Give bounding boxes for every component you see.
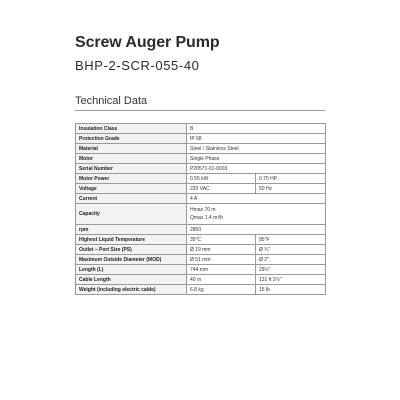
table-row: [76, 174, 326, 184]
row-value-metric: Ø 19 mm: [187, 245, 256, 255]
row-value-imperial: 29½": [256, 265, 326, 275]
row-label: Motor: [76, 154, 187, 164]
row-value-metric: 0.55 kW: [187, 174, 256, 184]
table-row: [76, 134, 326, 144]
table-row: [76, 285, 326, 295]
technical-data-table: [75, 123, 326, 295]
row-value-imperial: 95°F: [256, 235, 326, 245]
model-number: BHP-2-SCR-055-40: [75, 58, 200, 73]
row-value: [187, 204, 326, 225]
row-value-imperial: 0.75 HP: [256, 174, 326, 184]
table-row: [76, 245, 326, 255]
row-label: Serial Number: [76, 164, 187, 174]
row-value-imperial: 131 ft 2½": [256, 275, 326, 285]
row-value: IP 68: [187, 134, 326, 144]
row-value: 2850: [187, 225, 326, 235]
table-row: [76, 194, 326, 204]
row-label: Protection Grade: [76, 134, 187, 144]
row-value-imperial: 15 lb: [256, 285, 326, 295]
row-label: Current: [76, 194, 187, 204]
row-label: Highest Liquid Temperature: [76, 235, 187, 245]
table-row: [76, 154, 326, 164]
section-divider: [75, 110, 325, 111]
row-label: Motor Power: [76, 174, 187, 184]
capacity-head: Hmax 70 m: [190, 207, 216, 213]
row-label: Weight (including electric cable): [76, 285, 187, 295]
row-value-metric: 6.8 kg: [187, 285, 256, 295]
table-row: [76, 235, 326, 245]
row-value-imperial: Ø 2": [256, 255, 326, 265]
section-title: Technical Data: [75, 95, 148, 107]
table-row: [76, 255, 326, 265]
row-label: Voltage: [76, 184, 187, 194]
row-value: P20571-01-0003: [187, 164, 326, 174]
row-value-metric: 220 VAC: [187, 184, 256, 194]
table-row: [76, 124, 326, 134]
row-label: rpm: [76, 225, 187, 235]
row-label: Material: [76, 144, 187, 154]
table-row: [76, 164, 326, 174]
row-value: B: [187, 124, 326, 134]
table-row: [76, 184, 326, 194]
row-label: Length (L): [76, 265, 187, 275]
row-value-metric: 40 m: [187, 275, 256, 285]
row-value: Steel / Stainless Steel: [187, 144, 326, 154]
product-title: Screw Auger Pump: [75, 34, 220, 51]
row-value-metric: 35°C: [187, 235, 256, 245]
row-label: Capacity: [76, 204, 187, 225]
table-row: [76, 204, 326, 225]
row-label: Maximum Outside Diameter (MOD): [76, 255, 187, 265]
table-row: [76, 144, 326, 154]
table-row: [76, 275, 326, 285]
row-value-metric: Ø 51 mm: [187, 255, 256, 265]
table-row: [76, 225, 326, 235]
row-label: Outlet – Port Size (PS): [76, 245, 187, 255]
row-label: Cable Length: [76, 275, 187, 285]
row-label: Insulation Class: [76, 124, 187, 134]
table-row: [76, 265, 326, 275]
row-value: 4 A: [187, 194, 326, 204]
row-value-imperial: Ø ¾": [256, 245, 326, 255]
row-value-metric: 744 mm: [187, 265, 256, 275]
row-value-imperial: 50 Hz: [256, 184, 326, 194]
capacity-flow: Qmax 1.4 m³/h: [190, 215, 224, 221]
row-value: Single Phase: [187, 154, 326, 164]
